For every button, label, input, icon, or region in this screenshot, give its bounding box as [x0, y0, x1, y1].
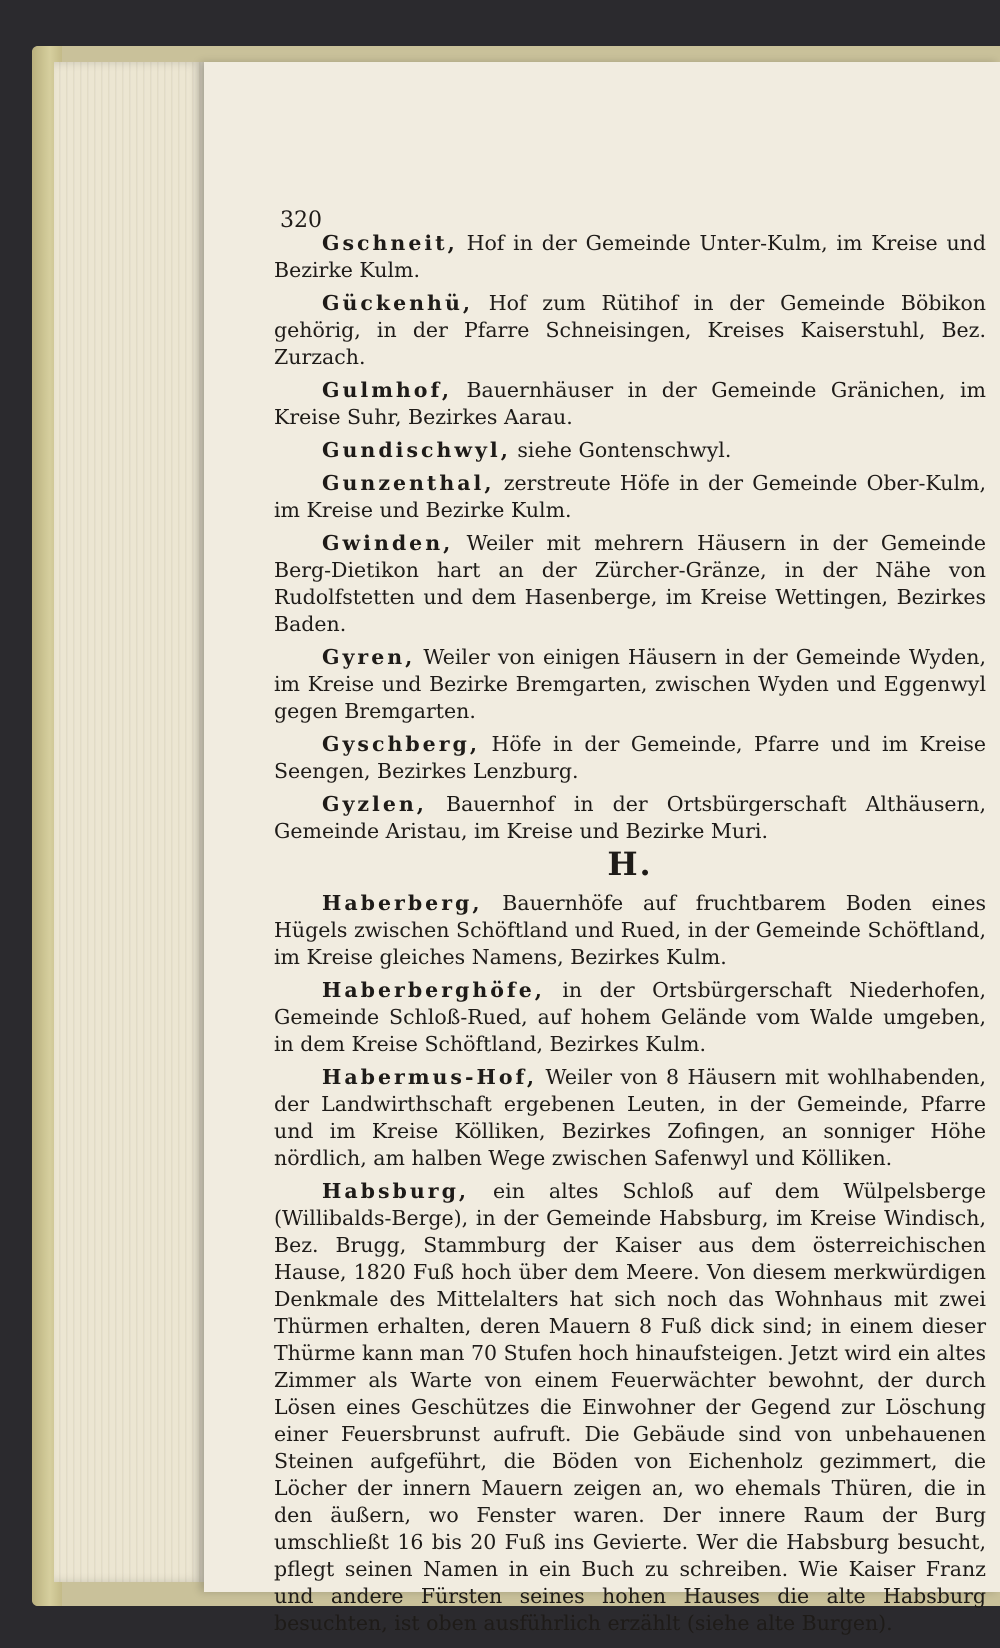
gazetteer-entry — [274, 731, 986, 785]
entry-heading: Haberberghöfe, — [322, 978, 545, 1002]
gazetteer-entry — [274, 530, 986, 638]
entry-heading: Habsburg, — [322, 1179, 470, 1203]
entry-body: Hof zum Rütihof in der Gemeinde Böbikon gehörig, in der Pfarre Schneisingen, Kreises Kaiserstuhl, Bez. Zurzach. — [274, 291, 986, 369]
entry-heading: Gyschberg, — [322, 732, 480, 756]
gazetteer-entry — [274, 1178, 986, 1637]
gazetteer-entry — [274, 437, 986, 464]
entry-body: in der Ortsbürgerschaft Niederhofen, Gemeinde Schloß-Rued, auf hohem Gelände vom Walde umgeben, in dem Kreise Schöftland, Bezirkes Kulm. — [274, 978, 986, 1056]
gazetteer-entry — [274, 644, 986, 725]
entry-body: Bauernhöfe auf fruchtbarem Boden eines Hügels zwischen Schöftland und Rued, in der Gemeinde Schöftland, im Kreise gleiches Namens, Bezirkes Kulm. — [274, 891, 986, 969]
entry-body: Weiler von 8 Häusern mit wohlhabenden, der Landwirthschaft ergebenen Leuten, in der Gemeinde, Pfarre und im Kreise Kölliken, Bezirkes Zofingen, an sonniger Höhe nördlich, am halben Wege zwischen Safenwyl und Kölliken. — [274, 1065, 986, 1170]
gazetteer-entry — [274, 791, 986, 845]
gazetteer-entry — [274, 290, 986, 371]
book-page — [204, 62, 1000, 1635]
entry-body: Höfe in der Gemeinde, Pfarre und im Kreise Seengen, Bezirkes Lenzburg. — [274, 732, 986, 783]
entries-h — [274, 890, 986, 1637]
entry-heading: Haberberg, — [322, 891, 483, 915]
entry-heading: Gunzenthal, — [322, 471, 495, 495]
page-edges — [54, 62, 204, 1582]
entry-heading: Gulmhof, — [322, 378, 452, 402]
gazetteer-entry — [274, 377, 986, 431]
entry-body: Weiler mit mehrern Häusern in der Gemeinde Berg-Dietikon hart an der Zürcher-Gränze, in der Nähe von Rudolfstetten und dem Hasenberge, im Kreise Wettingen, Bezirkes Baden. — [274, 531, 986, 636]
book — [32, 46, 1000, 1635]
gazetteer-entry — [274, 977, 986, 1058]
entry-body: Bauernhäuser in der Gemeinde Gränichen, im Kreise Suhr, Bezirkes Aarau. — [274, 378, 986, 429]
entry-body: Hof in der Gemeinde Unter-Kulm, im Kreise und Bezirke Kulm. — [274, 231, 986, 282]
entry-body: zerstreute Höfe in der Gemeinde Ober-Kulm, im Kreise und Bezirke Kulm. — [274, 471, 986, 522]
entry-heading: Gschneit, — [322, 231, 458, 255]
gazetteer-entry — [274, 230, 986, 284]
entries-g — [274, 230, 986, 845]
entry-body: siehe Gontenschwyl. — [517, 438, 732, 462]
entry-body: Bauernhof in der Ortsbürgerschaft Althäusern, Gemeinde Aristau, im Kreise und Bezirke Muri. — [274, 792, 986, 843]
gazetteer-entry — [274, 890, 986, 971]
entry-heading: Gyzlen, — [322, 792, 427, 816]
entry-body: Weiler von einigen Häusern in der Gemeinde Wyden, im Kreise und Bezirke Bremgarten, zwischen Wyden und Eggenwyl gegen Bremgarten. — [274, 645, 986, 723]
entry-heading: Gückenhü, — [322, 291, 473, 315]
entry-heading: Gundischwyl, — [322, 438, 511, 462]
entry-heading: Gyren, — [322, 645, 416, 669]
text-block — [274, 230, 986, 1643]
entry-heading: Habermus-Hof, — [322, 1065, 538, 1089]
entry-body: ein altes Schloß auf dem Wülpelsberge (Willibalds-Berge), in der Gemeinde Habsburg, im Kreise Windisch, Bez. Brugg, Stammburg der Kaiser aus dem österreichischen Hause, 1820 Fuß hoch über dem Meere. Von diesem merkwürdigen Denkmale des Mittelalters hat sich noch das Wohnhaus mit zwei Thürmen erhalten, deren Mauern 8 Fuß dick sind; in einem dieser Thürme kann man 70 Stufen hoch hinaufsteigen. Jetzt wird ein altes Zimmer als Warte von einem Feuerwächter bewohnt, der durch Lösen eines Geschützes die Einwohner der Gegend zur Löschung einer Feuersbrunst aufruft. Die Gebäude sind von unbehauenen Steinen aufgeführt, die Böden von Eichenholz gezimmert, die Löcher der innern Mauern zeigen an, wo ehemals Thüren, die in den äußern, wo Fenster waren. Der innere Raum der Burg umschließt 16 bis 20 Fuß ins Gevierte. Wer die Habsburg besucht, pflegt seinen Namen in ein Buch zu schreiben. Wie Kaiser Franz und andere Fürsten seines hohen Hauses die alte Habsburg besuchten, ist oben ausführlich erzählt (siehe alte Burgen). — [274, 1179, 986, 1635]
gazetteer-entry — [274, 470, 986, 524]
gazetteer-entry — [274, 1064, 986, 1172]
section-letter: H. — [607, 845, 653, 883]
page-number: 320 — [280, 208, 322, 233]
entry-heading: Gwinden, — [322, 531, 454, 555]
